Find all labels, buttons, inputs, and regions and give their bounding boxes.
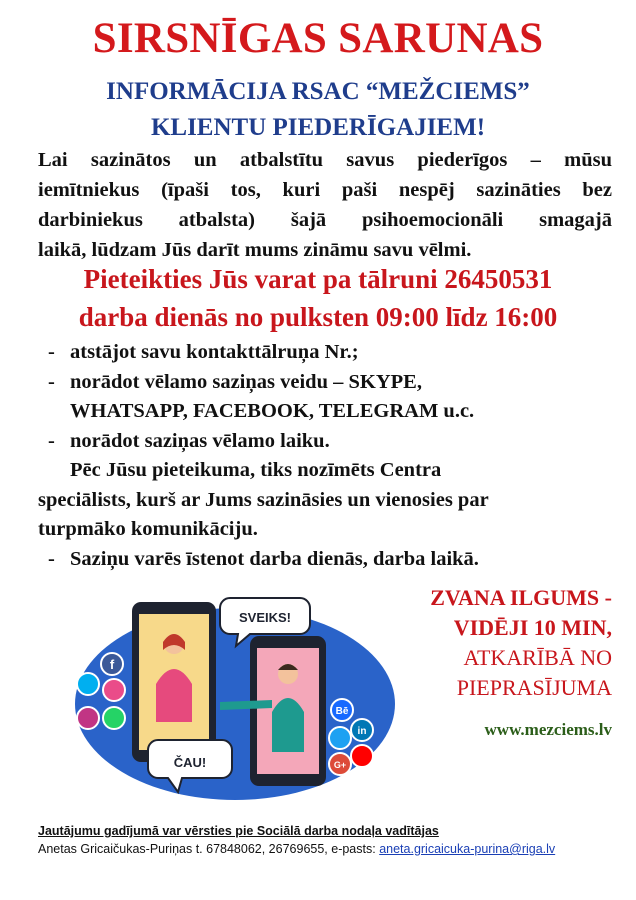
intro-paragraph bbox=[38, 145, 612, 265]
list-item: - atstājot savu kontakttālruņa Nr.; bbox=[48, 338, 618, 368]
intro-line: Lai sazinātos un atbalstītu savus piederīgos – mūsu bbox=[38, 149, 612, 171]
bubble-text-cau: ČAU! bbox=[173, 755, 207, 770]
para-line: turpmāko komunikāciju. bbox=[38, 518, 258, 540]
list-item: - norādot vēlamo saziņas veidu – SKYPE, WHATSAPP, FACEBOOK, TELEGRAM u.c. bbox=[48, 368, 618, 427]
svg-text:Bē: Bē bbox=[335, 706, 349, 717]
phone-callout: Pieteikties Jūs varat pa tālruni 26450531 bbox=[83, 264, 553, 294]
call-length-line: VIDĒJI 10 MIN, bbox=[453, 615, 612, 640]
poster-title: SIRSNĪGAS SARUNAS bbox=[92, 15, 544, 62]
whatsapp-icon bbox=[103, 707, 125, 729]
video-call-illustration bbox=[70, 592, 400, 810]
instagram-icon bbox=[77, 707, 99, 729]
skype-icon bbox=[77, 673, 99, 695]
man-body bbox=[272, 698, 304, 752]
call-length-line: PIEPRASĪJUMA bbox=[456, 675, 612, 700]
contact-footer bbox=[38, 822, 618, 858]
bubble-text-sveiks: SVEIKS! bbox=[238, 610, 292, 625]
intro-line: laikā, lūdzam Jūs darīt mums zināmu savu vēlmi. bbox=[38, 239, 472, 261]
website-link[interactable]: www.mezciems.lv bbox=[484, 720, 612, 739]
intro-line: iemītniekus (īpaši tos, kuri paši nespēj sazināties bez bbox=[38, 179, 612, 201]
svg-text:G+: G+ bbox=[333, 760, 347, 770]
bullet-dash: - bbox=[48, 370, 55, 393]
list-item: - Saziņu varēs īstenot darba dienās, darba laikā. bbox=[48, 545, 618, 575]
list-item: - norādot saziņas vēlamo laiku. bbox=[48, 427, 618, 457]
hours-callout: darba dienās no pulksten 09:00 līdz 16:00 bbox=[78, 302, 558, 332]
bullet-dash: - bbox=[48, 341, 55, 363]
dribbble-icon bbox=[103, 679, 125, 701]
footer-contact-line: Anetas Gricaičukas-Puriņas t. 67848062, 26769655, e-pasts: aneta.gricaicuka-purina@riga.lv bbox=[38, 842, 556, 856]
woman-body bbox=[156, 669, 192, 722]
instruction-list bbox=[48, 338, 618, 456]
email-link[interactable]: aneta.gricaicuka-purina@riga.lv bbox=[379, 842, 556, 856]
svg-text:in: in bbox=[357, 726, 367, 737]
specialist-paragraph bbox=[38, 456, 612, 545]
subtitle-line-1: INFORMĀCIJA RSAC “MEŽCIEMS” bbox=[106, 78, 530, 105]
para-line: Pēc Jūsu pieteikuma, tiks nozīmēts Centra bbox=[70, 459, 442, 481]
para-line: speciālists, kurš ar Jums sazināsies un vienosies par bbox=[38, 488, 489, 511]
call-length-line: ATKARĪBĀ NO bbox=[463, 645, 612, 670]
bullet-dash: - bbox=[48, 429, 55, 452]
svg-text:f: f bbox=[109, 657, 115, 672]
bullet-dash: - bbox=[48, 548, 55, 570]
intro-line: darbiniekus atbalsta) šajā psihoemocionāli smagajā bbox=[38, 209, 612, 231]
call-length-line: ZVANA ILGUMS - bbox=[430, 585, 612, 610]
subtitle-line-2: KLIENTU PIEDERĪGAJIEM! bbox=[150, 114, 486, 141]
youtube-icon bbox=[351, 745, 373, 767]
twitter-icon bbox=[329, 727, 351, 749]
footer-heading: Jautājumu gadījumā var vērsties pie Sociālā darba nodaļa vadītājas bbox=[38, 824, 439, 838]
call-length-note bbox=[380, 583, 612, 703]
last-list bbox=[48, 545, 618, 575]
